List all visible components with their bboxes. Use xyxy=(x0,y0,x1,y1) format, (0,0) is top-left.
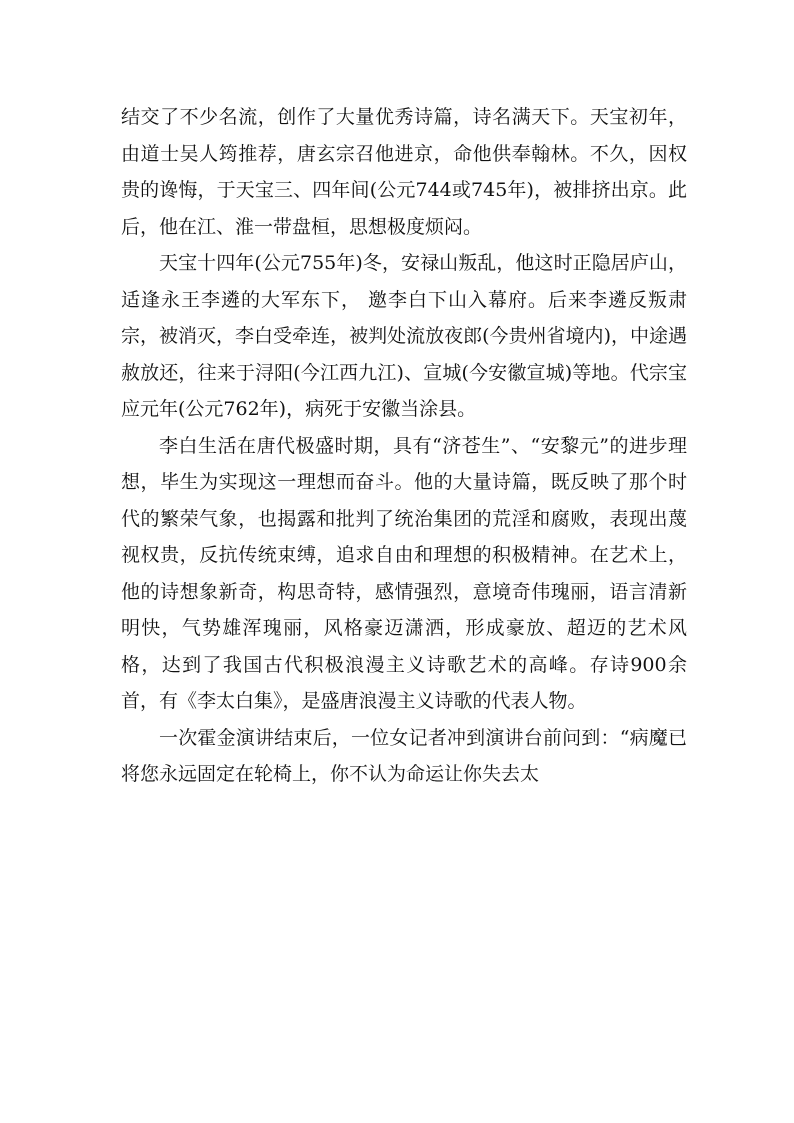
paragraph-li-bai-career: 结交了不少名流，创作了大量优秀诗篇，诗名满天下。天宝初年，由道士吴人筠推荐，唐玄宗召他进京，命他供奉翰林。不久，因权贵的谗悔，于天宝三、四年间(公元744或745年)，被排挤出京。此后，他在江、淮一带盘桓，思想极度烦闷。 xyxy=(121,106,687,238)
body-text xyxy=(121,99,687,793)
paragraph-hawking-anecdote: 一次霍金演讲结束后，一位女记者冲到演讲台前问到：“病魔已将您永远固定在轮椅上，你不认为命运让你失去太 xyxy=(121,726,687,785)
paragraph-an-lushan-rebellion: 天宝十四年(公元755年)冬，安禄山叛乱，他这时正隐居庐山，适逢永王李遴的大军东下， 邀李白下山入幕府。后来李遴反叛肃宗，被消灭，李白受牵连，被判处流放夜郎(今贵州省境内)，中途遇赦放还，往来于浔阳(今江西九江)、宣城(今安徽宣城)等地。代宗宝应元年(公元762年)，病死于安徽当涂县。 xyxy=(121,252,687,420)
paragraph-li-bai-legacy: 李白生活在唐代极盛时期，具有“济苍生”、“安黎元”的进步理想，毕生为实现这一理想而奋斗。他的大量诗篇，既反映了那个时代的繁荣气象，也揭露和批判了统治集团的荒淫和腐败，表现出蔑视权贵，反抗传统束缚，追求自由和理想的积极精神。在艺术上，他的诗想象新奇，构思奇特，感情强烈，意境奇伟瑰丽，语言清新明快，气势雄浑瑰丽，风格豪迈潇洒，形成豪放、超迈的艺术风格，达到了我国古代积极浪漫主义诗歌艺术的高峰。存诗900余首，有《李太白集》，是盛唐浪漫主义诗歌的代表人物。 xyxy=(121,434,687,712)
